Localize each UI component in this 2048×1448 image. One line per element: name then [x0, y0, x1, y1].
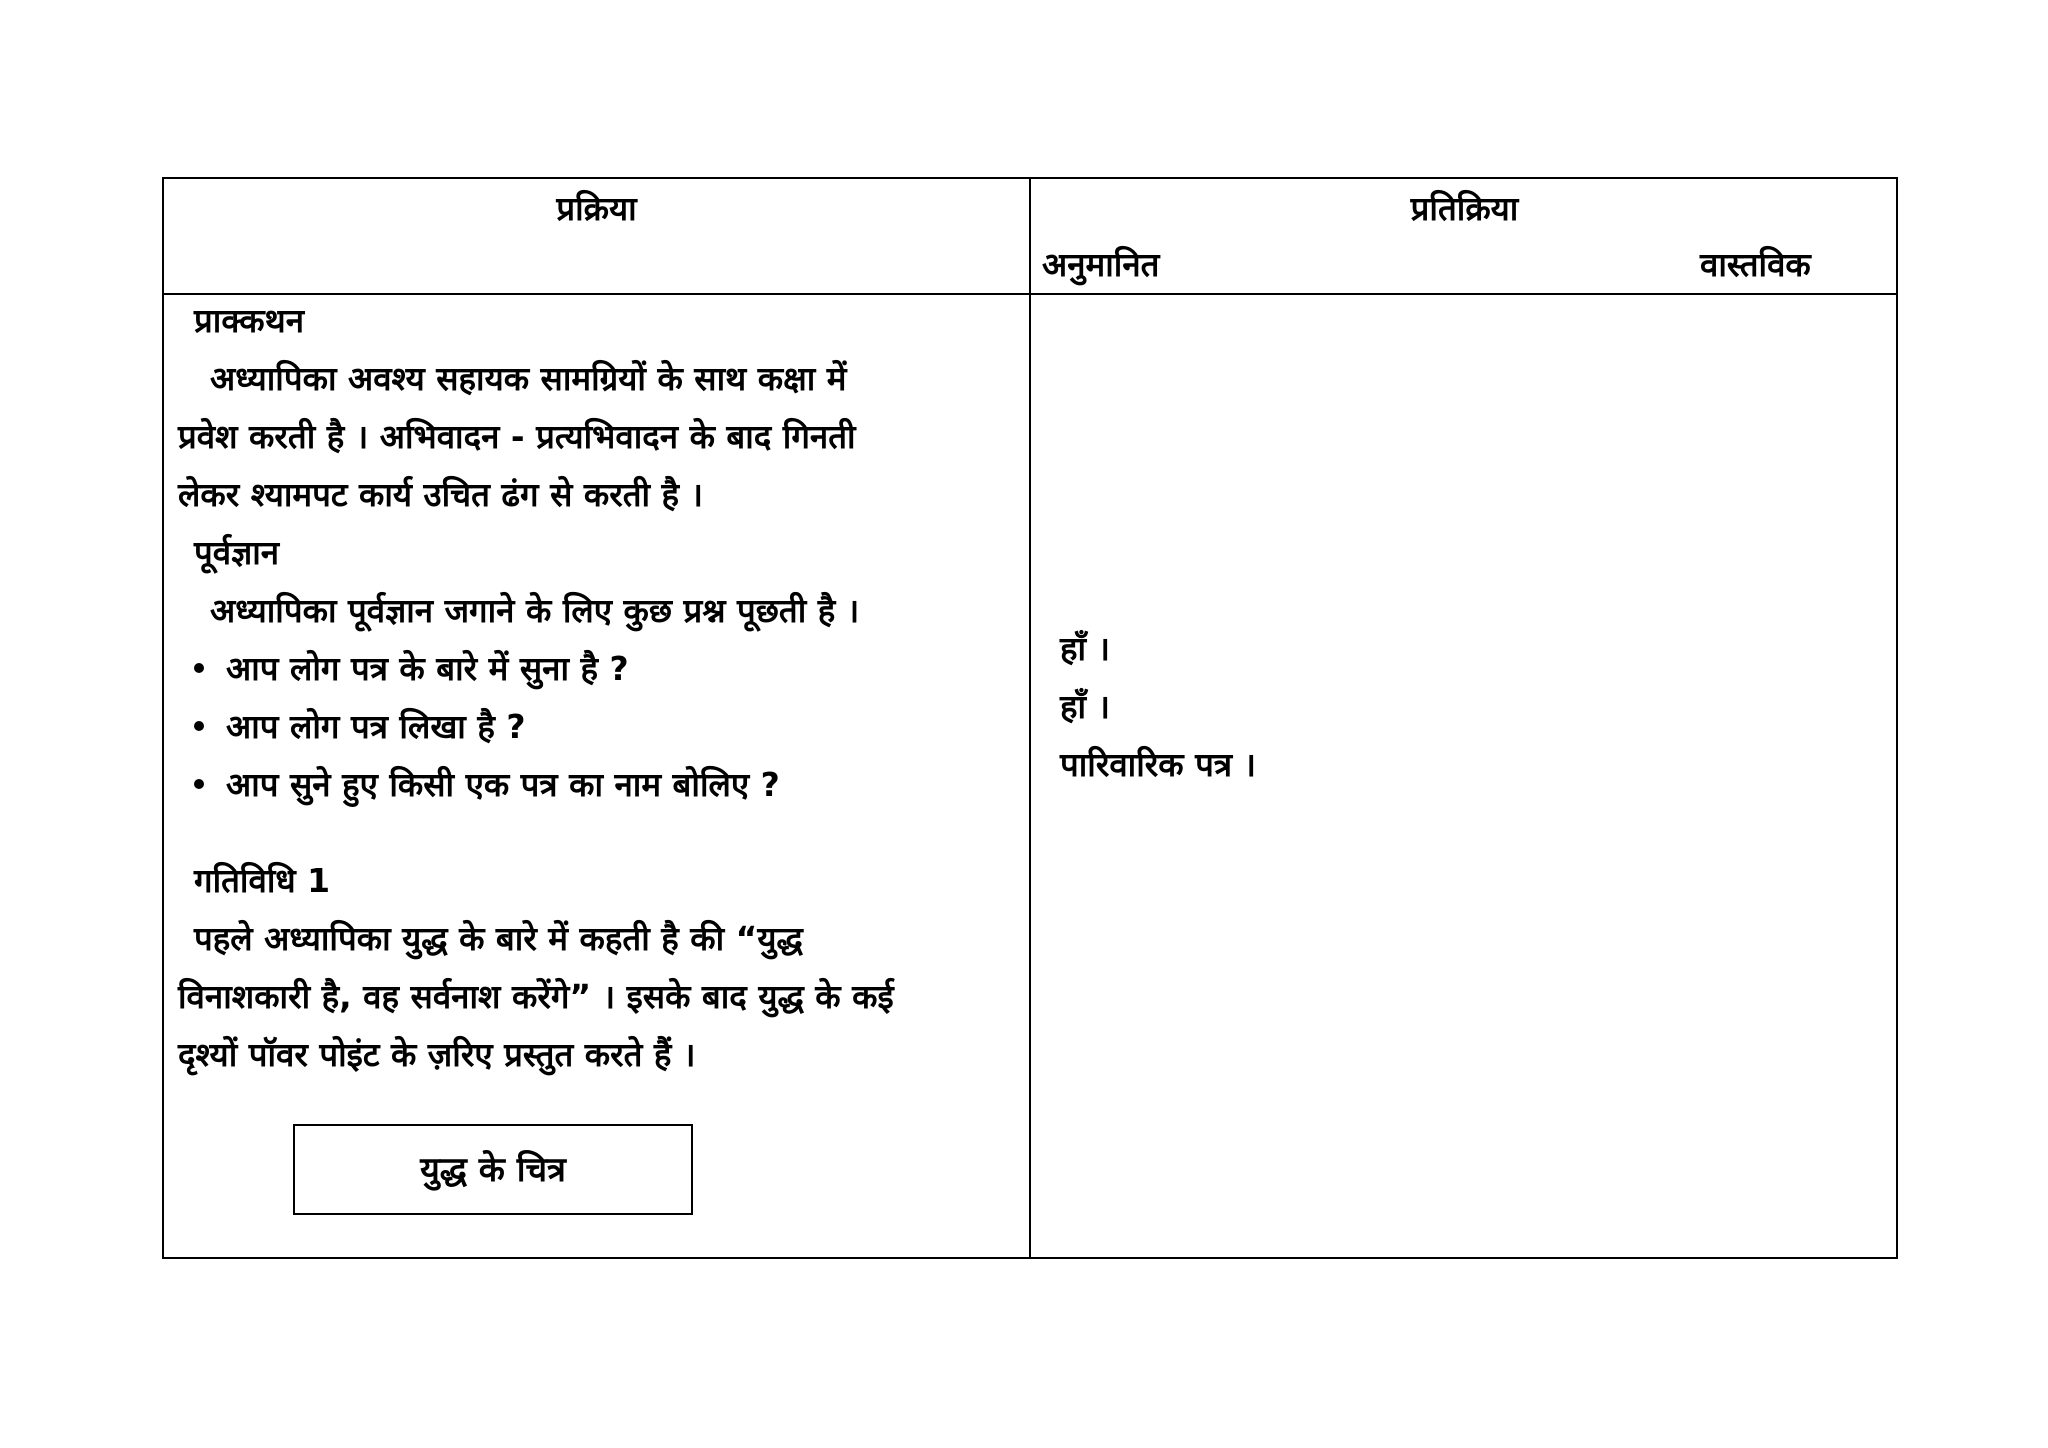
header-divider [164, 293, 1896, 295]
intro-line: अध्यापिका अवश्य सहायक सामग्रियों के साथ कक्षा में [210, 359, 847, 398]
lesson-plan-table [162, 177, 1898, 1259]
war-pictures-box [293, 1124, 693, 1215]
column-divider [1029, 179, 1031, 1257]
header-process: प्रक्रिया [556, 189, 637, 228]
bullet-icon [194, 779, 204, 789]
header-expected: अनुमानित [1042, 245, 1160, 284]
activity-line: दृश्यों पॉवर पोइंट के ज़रिए प्रस्तुत करते हैं । [178, 1035, 696, 1074]
intro-line: प्रवेश करती है । अभिवादन - प्रत्यभिवादन के बाद गिनती [178, 417, 856, 456]
response-item: पारिवारिक पत्र । [1060, 745, 1257, 784]
question-text: आप सुने हुए किसी एक पत्र का नाम बोलिए ? [226, 765, 780, 804]
activity-line: विनाशकारी है, वह सर्वनाश करेंगे” । इसके बाद युद्ध के कई [178, 977, 894, 1016]
question-item [194, 649, 629, 689]
prior-knowledge-title: पूर्वज्ञान [194, 533, 280, 572]
activity-line: पहले अध्यापिका युद्ध के बारे में कहती है की “युद्ध [194, 919, 803, 958]
bullet-icon [194, 721, 204, 731]
response-item: हाँ । [1060, 687, 1111, 726]
header-actual: वास्तविक [1700, 245, 1811, 284]
activity-title: गतिविधि 1 [194, 861, 331, 900]
header-response: प्रतिक्रिया [1410, 189, 1519, 228]
question-text: आप लोग पत्र लिखा है ? [226, 707, 526, 746]
intro-title: प्राक्कथन [194, 301, 305, 340]
intro-line: लेकर श्यामपट कार्य उचित ढंग से करती है । [178, 475, 704, 514]
prior-knowledge-intro: अध्यापिका पूर्वज्ञान जगाने के लिए कुछ प्रश्न पूछती है । [210, 591, 860, 630]
question-item [194, 765, 780, 805]
question-text: आप लोग पत्र के बारे में सुना है ? [226, 649, 629, 688]
bullet-icon [194, 663, 204, 673]
question-item [194, 707, 526, 747]
war-pictures-label: युद्ध के चित्र [420, 1149, 566, 1190]
response-item: हाँ । [1060, 629, 1111, 668]
